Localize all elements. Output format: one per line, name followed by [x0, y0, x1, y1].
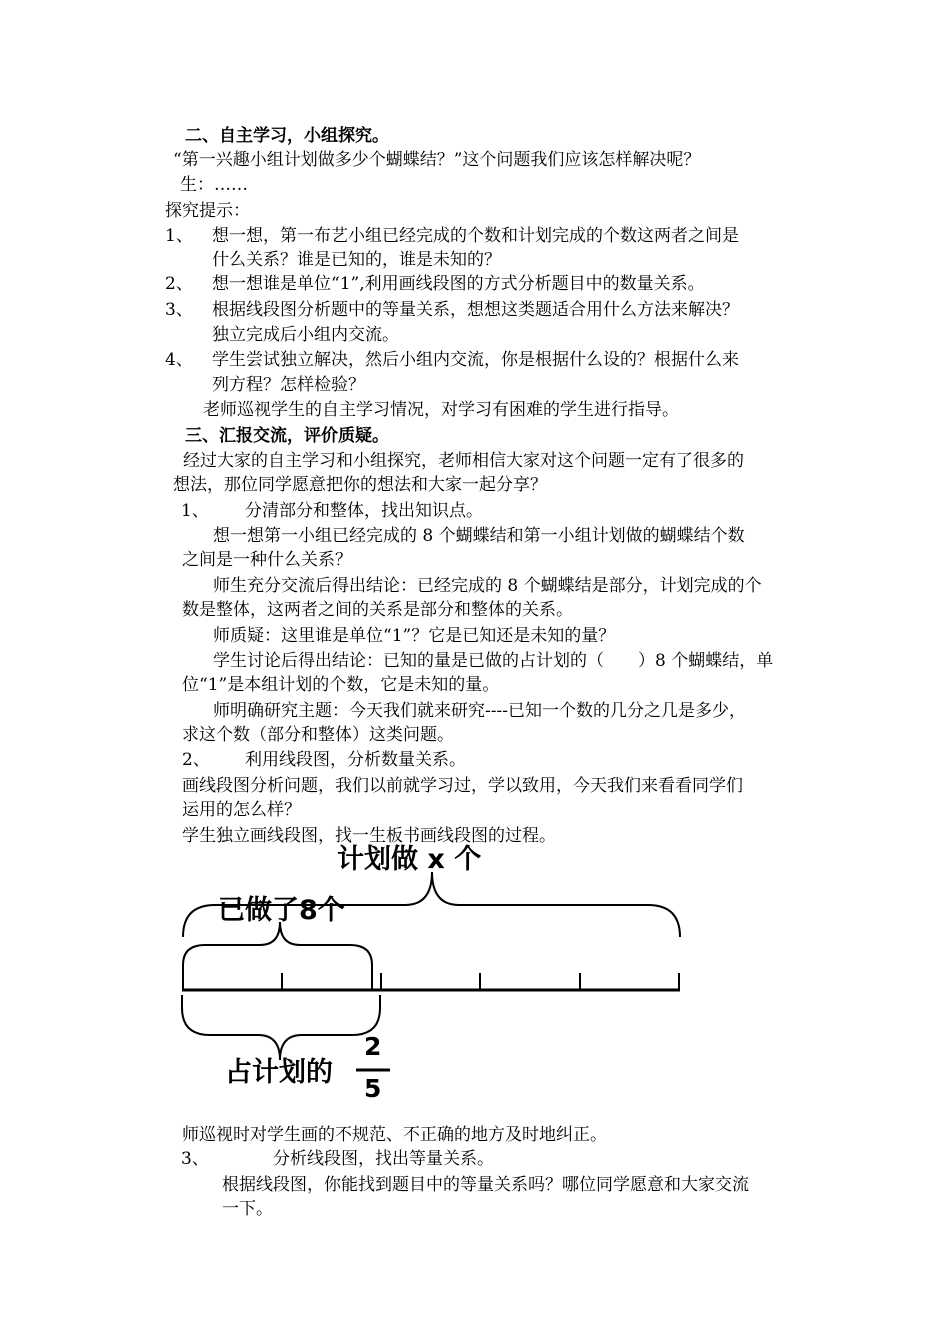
done-brace [183, 922, 372, 990]
step-title: 利用线段图，分析数量关系。 [245, 750, 466, 770]
fraction-brace [182, 995, 380, 1060]
paragraph: 师质疑：这里谁是单位“1”？它是已知还是未知的量？ [213, 626, 616, 646]
section-heading-3: 三、汇报交流，评价质疑。 [185, 426, 389, 446]
hint-text: 想一想，第一布艺小组已经完成的个数和计划完成的个数这两者之间是 [212, 226, 739, 246]
hint-number: 3、 [165, 300, 193, 320]
hint-text: 学生尝试独立解决，然后小组内交流，你是根据什么设的？根据什么来 [212, 350, 739, 370]
hint-text: 根据线段图分析题中的等量关系，想想这类题适合用什么方法来解决？ [212, 300, 739, 320]
step-number: 1、 [181, 501, 209, 521]
paragraph: 求这个数（部分和整体）这类问题。 [182, 725, 454, 745]
paragraph: 学生独立画线段图，找一生板书画线段图的过程。 [182, 826, 556, 846]
hint-text: 想一想谁是单位“1”,利用画线段图的方式分析题目中的数量关系。 [212, 274, 705, 294]
paragraph: 之间是一种什么关系？ [182, 550, 352, 570]
hint-number: 4、 [165, 350, 193, 370]
fraction-label: 占计划的 [225, 1057, 333, 1088]
paragraph: 师巡视时对学生画的不规范、不正确的地方及时地纠正。 [182, 1125, 607, 1145]
paragraph: 运用的怎么样？ [182, 800, 301, 820]
paragraph: 师明确研究主题：今天我们就来研究----已知一个数的几分之几是多少， [213, 701, 746, 721]
fraction-numerator: 2 [364, 1032, 382, 1061]
done-label: 已做了8个 [218, 895, 345, 926]
hint-number: 1、 [165, 226, 193, 246]
paragraph: 位“1”是本组计划的个数，它是未知的量。 [182, 675, 500, 695]
paragraph: 画线段图分析问题，我们以前就学习过，学以致用，今天我们来看看同学们 [182, 776, 743, 796]
paragraph: 师生充分交流后得出结论：已经完成的 8 个蝴蝶结是部分，计划完成的个 [213, 576, 762, 596]
teacher-note: 老师巡视学生的自主学习情况，对学习有困难的学生进行指导。 [203, 400, 679, 420]
fraction-denominator: 5 [364, 1074, 382, 1103]
step-title: 分析线段图，找出等量关系。 [273, 1149, 494, 1169]
paragraph: 一下。 [222, 1199, 273, 1219]
paragraph: 想法，那位同学愿意把你的想法和大家一起分享？ [173, 475, 547, 495]
paragraph: 学生讨论后得出结论：已知的量是已做的占计划的（ ）8 个蝴蝶结，单 [213, 651, 774, 671]
hint-text-cont: 列方程？怎样检验？ [212, 375, 365, 395]
question-text: “第一兴趣小组计划做多少个蝴蝶结？”这个问题我们应该怎样解决呢？ [173, 150, 701, 170]
hint-text-cont: 独立完成后小组内交流。 [212, 325, 399, 345]
hint-number: 2、 [165, 274, 193, 294]
paragraph: 想一想第一小组已经完成的 8 个蝴蝶结和第一小组计划做的蝴蝶结个数 [213, 526, 745, 546]
student-answer: 生：…… [180, 175, 248, 195]
paragraph: 经过大家的自主学习和小组探究，老师相信大家对这个问题一定有了很多的 [183, 451, 744, 471]
step-number: 3、 [181, 1149, 209, 1169]
hint-title: 探究提示： [165, 201, 250, 221]
step-number: 2、 [182, 750, 210, 770]
step-title: 分清部分和整体，找出知识点。 [245, 501, 483, 521]
section-heading-2: 二、自主学习，小组探究。 [185, 126, 389, 146]
paragraph: 根据线段图，你能找到题目中的等量关系吗？哪位同学愿意和大家交流 [222, 1175, 749, 1195]
paragraph: 数是整体，这两者之间的关系是部分和整体的关系。 [182, 600, 573, 620]
total-label: 计划做 x 个 [337, 844, 482, 875]
hint-text-cont: 什么关系？谁是已知的，谁是未知的？ [212, 250, 501, 270]
